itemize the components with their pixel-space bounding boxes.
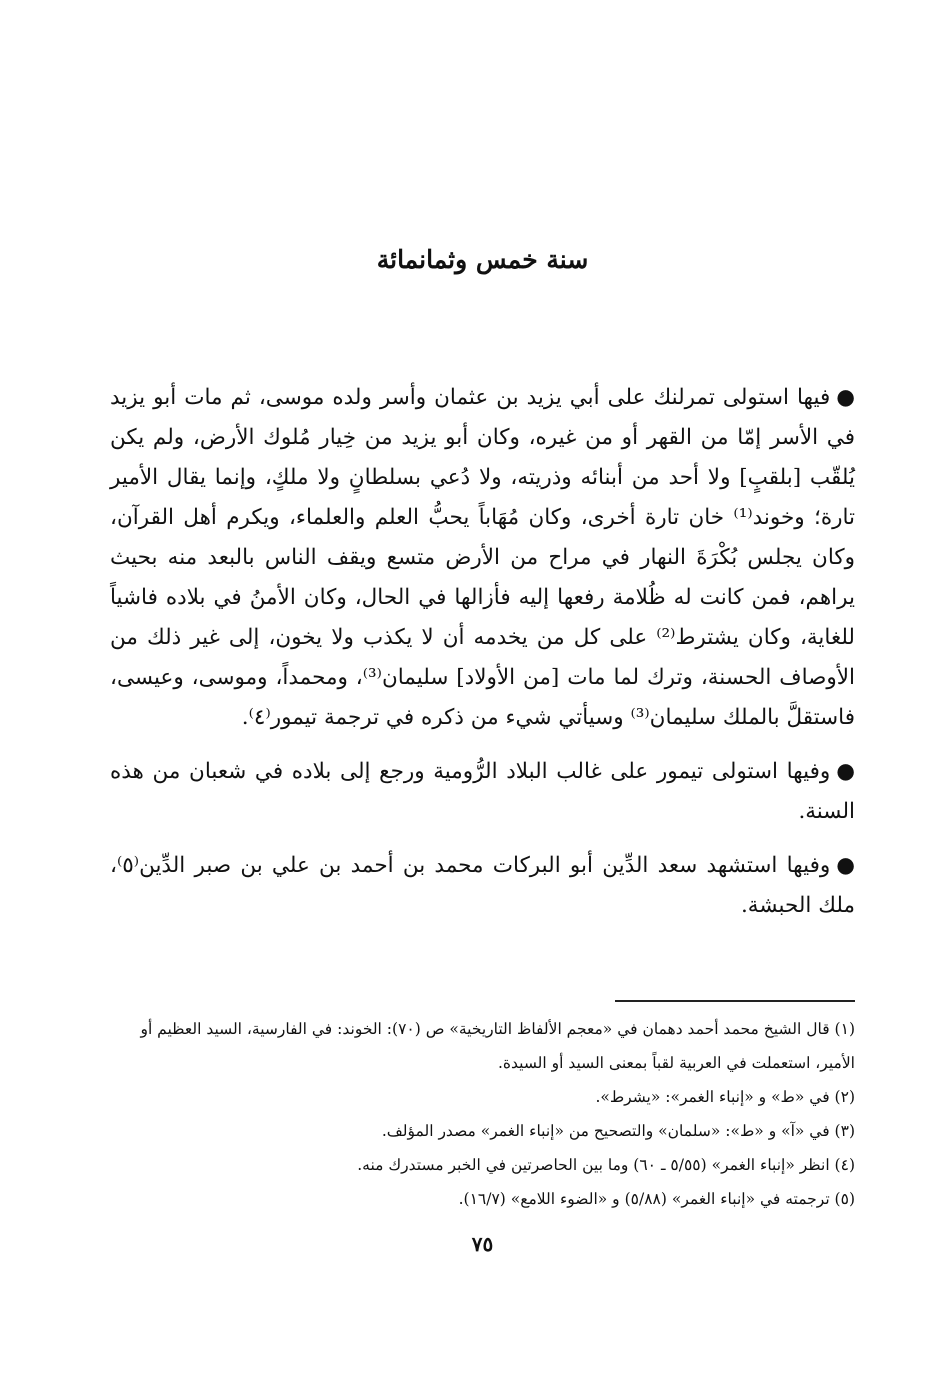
bullet-icon: ● (836, 853, 855, 878)
main-text (110, 378, 855, 940)
paragraph-text: وفيها استشهد سعد الدِّين أبو البركات محمد بن أحمد بن علي بن صبر الدِّين⁽٥⁾، ملك الحبشة. (110, 853, 855, 918)
bullet-icon: ● (836, 385, 855, 410)
paragraph-2 (110, 752, 855, 832)
footnote-3: (٣) في «آ» و «ط»: «سلمان» والتصحيح من «إنباء الغمر» مصدر المؤلف. (381, 1122, 855, 1140)
paragraph-text: فيها استولى تمرلنك على أبي يزيد بن عثمان وأسر ولده موسى، ثم مات أبو يزيد في الأسر إمّا من القهر أو من غيره، وكان أبو يزيد من خِيار مُلوك الأرض، ولم يكن يُلقّب [بلقبٍ] ولا أحد من أبنائه وذريته، ولا دُعي بسلطانٍ ولا ملكٍ، وإنما يقال الأمير تارة؛ وخوند⁽¹⁾ خان تارة أخرى، وكان مُهَاباً يحبُّ العلم والعلماء، ويكرم أهل القرآن، وكان يجلس بُكْرَةَ النهار في مراح من الأرض متسع ويقف الناس بالبعد منه بحيث يراهم، فمن كانت له ظُلامة رفعها إليه فأزالها في الحال، وكان الأمنُ في بلاده فاشياً للغاية، وكان يشترط⁽²⁾ على كل من يخدمه أن لا يكذب ولا يخون، إلى غير ذلك من الأوصاف الحسنة، وترك لما مات [من الأولاد] سليمان⁽³⁾، ومحمداً، وموسى، وعيسى، فاستقلَّ بالملك سليمان⁽³⁾ وسيأتي شيء من ذكره في ترجمة تيمور⁽٤⁾. (110, 385, 855, 730)
footnote-4: (٤) انظر «إنباء الغمر» (٥/٥٥ ـ ٦٠) وما بين الحاصرتين في الخبر مستدرك منه. (357, 1156, 855, 1174)
book-page (110, 0, 855, 1380)
footnote-2: (٢) في «ط» و «إنباء الغمر»: «يشرط». (595, 1088, 855, 1106)
bullet-icon: ● (836, 759, 855, 784)
footnote-5: (٥) ترجمته في «إنباء الغمر» (٥/٨٨) و «الضوء اللامع» (١٦/٧). (458, 1190, 855, 1208)
footnote-1: (١) قال الشيخ محمد أحمد دهمان في «معجم الألفاظ التاريخية» ص (٧٠): الخوند: في الفارسية، السيد العظيم أو الأمير، استعملت في العربية لقباً بمعنى السيد أو السيدة. (140, 1020, 855, 1072)
footnote-divider (615, 1000, 855, 1002)
paragraph-1 (110, 378, 855, 738)
page-number: ٧٥ (471, 1232, 494, 1256)
footnotes (110, 1012, 855, 1216)
paragraph-text: وفيها استولى تيمور على غالب البلاد الرُّومية ورجع إلى بلاده في شعبان من هذه السنة. (110, 759, 855, 824)
section-heading: سنة خمس وثمانمائة (376, 244, 589, 274)
paragraph-3 (110, 846, 855, 926)
